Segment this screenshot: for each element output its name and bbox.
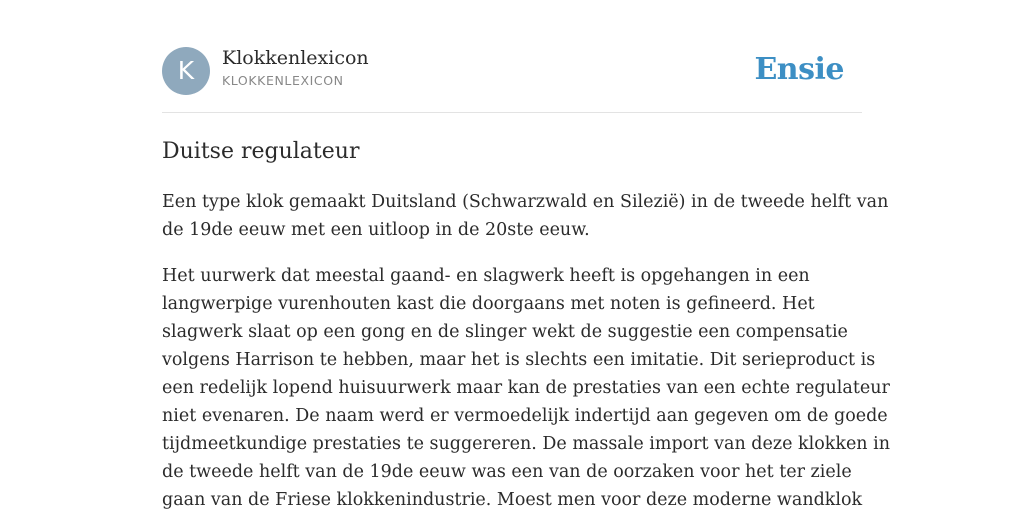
text-line: tijdmeetkundige prestaties te suggereren. De massale import van deze klokken in xyxy=(162,434,891,454)
text-line: niet evenaren. De naam werd er vermoedelijk indertijd aan gegeven om de goede xyxy=(162,406,888,426)
text-line: een redelijk lopend huisuurwerk maar kan de prestaties van een echte regulateur xyxy=(162,378,890,398)
author-name-link[interactable]: Klokkenlexicon xyxy=(222,47,369,69)
text-line: volgens Harrison te hebben, maar het is slechts een imitatie. Dit serieproduct is xyxy=(162,350,876,370)
text-line: gaan van de Friese klokkenindustrie. Moest men voor deze moderne wandklok xyxy=(162,490,863,510)
paragraph-1 xyxy=(162,188,889,244)
article-body xyxy=(162,188,891,512)
author-subtitle: KLOKKENLEXICON xyxy=(222,73,344,88)
text-line: langwerpige vurenhouten kast die doorgaans met noten is gefineerd. Het xyxy=(162,294,815,314)
page-title: Duitse regulateur xyxy=(162,139,360,164)
text-line: Een type klok gemaakt Duitsland (Schwarzwald en Silezië) in de tweede helft van xyxy=(162,192,889,212)
header xyxy=(162,0,862,113)
text-line: de 19de eeuw met een uitloop in de 20ste eeuw. xyxy=(162,220,590,240)
page-container xyxy=(162,0,891,512)
paragraph-2 xyxy=(162,262,891,512)
ensie-logo-link[interactable]: Ensie xyxy=(754,52,844,87)
text-line: Het uurwerk dat meestal gaand- en slagwerk heeft is opgehangen in een xyxy=(162,266,810,286)
author-block xyxy=(222,46,369,89)
avatar[interactable]: K xyxy=(162,47,210,95)
text-line: slagwerk slaat op een gong en de slinger wekt de suggestie een compensatie xyxy=(162,322,848,342)
text-line: de tweede helft van de 19de eeuw was een van de oorzaken voor het ter ziele xyxy=(162,462,852,482)
